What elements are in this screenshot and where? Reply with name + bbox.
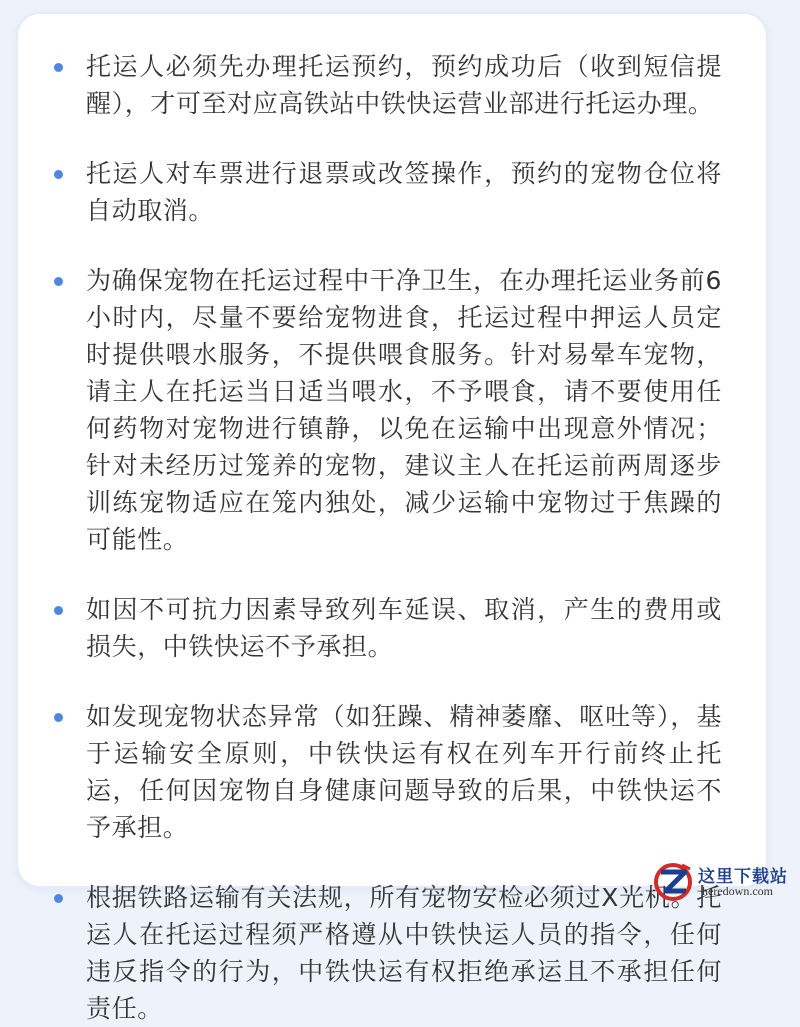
bullet-dot-icon [54,606,63,615]
watermark-logo-icon [652,861,694,901]
bullet-dot-icon [54,170,63,179]
watermark [652,859,792,903]
list-item [54,262,722,558]
note-text: 根据铁路运输有关法规，所有宠物安检必须过X光机。托运人在托运过程须严格遵从中铁快运人员的指令，任何违反指令的行为，中铁快运有权拒绝承运且不承担任何责任。 [86,883,722,1023]
note-text: 如因不可抗力因素导致列车延误、取消，产生的费用或损失，中铁快运不予承担。 [86,595,722,661]
list-item [54,879,722,1027]
watermark-url: heredown.com [702,884,773,898]
watermark-title: 这里下载站 [698,867,788,887]
note-text: 如发现宠物状态异常（如狂躁、精神萎靡、呕吐等），基于运输安全原则，中铁快运有权在列车开行前终止托运，任何因宠物自身健康问题导致的后果，中铁快运不予承担。 [86,702,722,842]
list-item [54,698,722,846]
bullet-dot-icon [54,713,63,722]
bullet-dot-icon [54,277,63,286]
list-item [54,48,722,122]
note-text: 托运人必须先办理托运预约，预约成功后（收到短信提醒），才可至对应高铁站中铁快运营业部进行托运办理。 [86,52,722,118]
list-item [54,155,722,229]
bullet-dot-icon [54,63,63,72]
note-text: 为确保宠物在托运过程中干净卫生，在办理托运业务前6小时内，尽量不要给宠物进食，托运过程中押运人员定时提供喂水服务，不提供喂食服务。针对易晕车宠物，请主人在托运当日适当喂水，不予喂食，请不要使用任何药物对宠物进行镇静，以免在运输中出现意外情况；针对未经历过笼养的宠物，建议主人在托运前两周逐步训练宠物适应在笼内独处，减少运输中宠物过于焦躁的可能性。 [86,266,722,554]
note-text: 托运人对车票进行退票或改签操作，预约的宠物仓位将自动取消。 [86,159,722,225]
bullet-dot-icon [54,894,63,903]
list-item [54,591,722,665]
